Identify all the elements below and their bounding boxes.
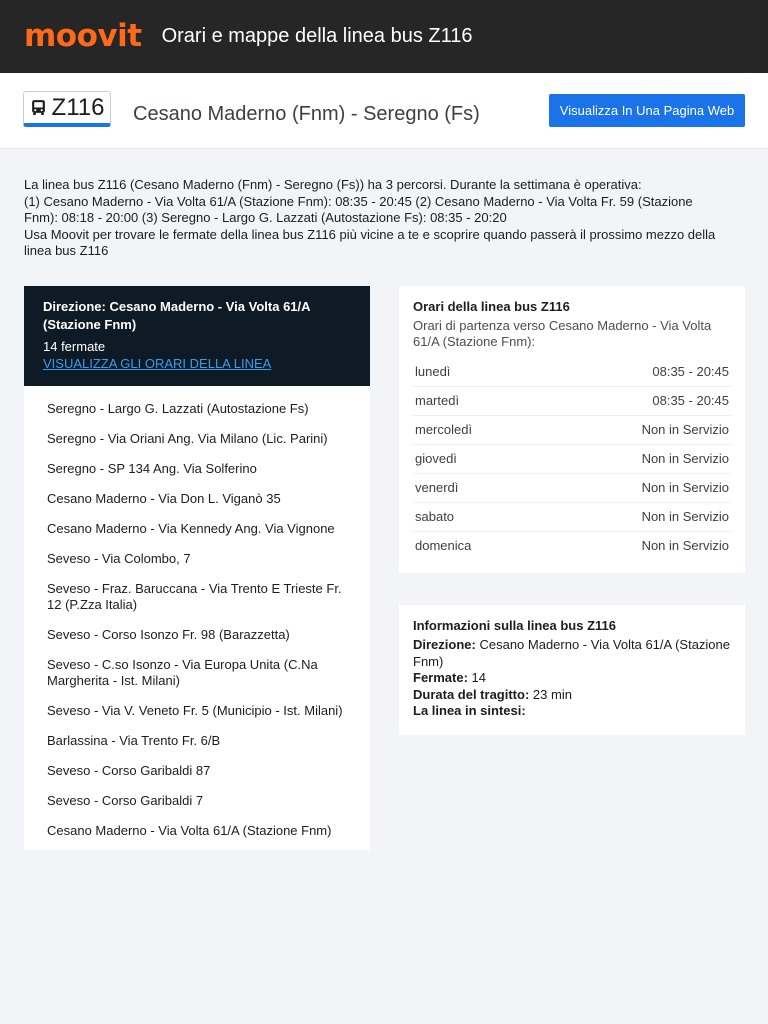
bus-icon bbox=[30, 99, 47, 116]
schedule-day: giovedì bbox=[415, 451, 457, 466]
info-duration-label: Durata del tragitto: bbox=[413, 686, 530, 702]
line-code: Z116 bbox=[51, 93, 105, 121]
stop-item[interactable]: Seveso - Corso Garibaldi 87 bbox=[47, 763, 211, 778]
stop-item[interactable]: Seregno - SP 134 Ang. Via Solferino bbox=[47, 461, 257, 476]
direction-title: Direzione: Cesano Maderno - Via Volta 61/A (Stazione Fnm) bbox=[43, 299, 311, 332]
stop-list bbox=[24, 386, 370, 850]
stop-item[interactable]: Barlassina - Via Trento Fr. 6/B bbox=[47, 733, 221, 748]
route-name: Cesano Maderno (Fnm) - Seregno (Fs) bbox=[133, 103, 480, 125]
info-summary bbox=[413, 703, 731, 720]
schedule-row bbox=[413, 474, 731, 503]
schedule-day: lunedì bbox=[415, 364, 451, 379]
stop-item[interactable]: Seveso - Via Colombo, 7 bbox=[47, 551, 191, 566]
schedule-hours: Non in Servizio bbox=[641, 538, 729, 553]
stop-item[interactable]: Seregno - Largo G. Lazzati (Autostazione Fs) bbox=[47, 401, 309, 416]
info-duration-value: 23 min bbox=[532, 686, 572, 702]
schedule-hours: Non in Servizio bbox=[641, 509, 729, 524]
line-badge bbox=[23, 91, 111, 127]
info-card bbox=[399, 605, 745, 735]
intro-text bbox=[24, 177, 740, 260]
stop-item[interactable]: Seveso - Via V. Veneto Fr. 5 (Municipio - Ist. Milani) bbox=[47, 703, 343, 718]
stop-item[interactable]: Cesano Maderno - Via Kennedy Ang. Via Vignone bbox=[47, 521, 335, 536]
web-page-button[interactable]: Visualizza In Una Pagina Web bbox=[549, 94, 745, 127]
schedule-row bbox=[413, 416, 731, 445]
schedule-row bbox=[413, 503, 731, 532]
stop-item[interactable]: Seveso - Fraz. Baruccana - Via Trento E Trieste Fr. 12 (P.Zza Italia) bbox=[47, 581, 342, 612]
stop-item[interactable]: Seveso - Corso Garibaldi 7 bbox=[47, 793, 204, 808]
schedule-hours: Non in Servizio bbox=[641, 480, 729, 495]
info-direction bbox=[413, 637, 731, 670]
schedule-row bbox=[413, 532, 731, 560]
schedule-hours: 08:35 - 20:45 bbox=[652, 393, 729, 408]
schedule-row bbox=[413, 387, 731, 416]
line-header bbox=[0, 73, 768, 149]
info-stops-label: Fermate: bbox=[413, 670, 468, 685]
schedule-day: sabato bbox=[415, 509, 455, 524]
intro-line: (1) Cesano Maderno - Via Volta 61/A (Stazione Fnm): 08:35 - 20:45 (2) Cesano Maderno - Via Volta Fr. 59 (Stazione bbox=[24, 193, 693, 209]
info-duration bbox=[413, 687, 731, 704]
schedule-card bbox=[399, 286, 745, 573]
intro-line: La linea bus Z116 (Cesano Maderno (Fnm) - Seregno (Fs)) ha 3 percorsi. Durante la settimana è operativa: bbox=[24, 177, 642, 192]
info-stops bbox=[413, 670, 731, 687]
schedule-hours: Non in Servizio bbox=[641, 451, 729, 466]
moovit-logo[interactable]: moovit bbox=[24, 18, 142, 54]
schedule-row bbox=[413, 358, 731, 387]
info-stops-value: 14 bbox=[471, 670, 487, 685]
schedule-day: domenica bbox=[415, 538, 472, 553]
stop-item[interactable]: Seveso - Corso Isonzo Fr. 98 (Barazzetta) bbox=[47, 627, 290, 642]
schedule-table bbox=[413, 358, 731, 560]
top-bar bbox=[0, 0, 768, 73]
intro-paragraph: Usa Moovit per trovare le fermate della linea bus Z116 più vicine a te e scoprire quando passerà il prossimo mezzo della linea bus Z116 bbox=[24, 226, 716, 258]
schedule-hours: 08:35 - 20:45 bbox=[652, 364, 729, 379]
schedule-subtitle: Orari di partenza verso Cesano Maderno - Via Volta 61/A (Stazione Fnm): bbox=[413, 318, 712, 349]
info-direction-label: Direzione: bbox=[413, 637, 476, 652]
info-title: Informazioni sulla linea bus Z116 bbox=[413, 618, 616, 633]
stop-item[interactable]: Cesano Maderno - Via Volta 61/A (Stazione Fnm) bbox=[47, 823, 332, 838]
direction-header bbox=[24, 286, 370, 386]
schedule-hours: Non in Servizio bbox=[641, 422, 729, 437]
schedule-row bbox=[413, 445, 731, 474]
schedule-day: venerdì bbox=[415, 480, 459, 495]
stop-count: 14 fermate bbox=[43, 339, 106, 354]
page-title: Orari e mappe della linea bus Z116 bbox=[161, 25, 473, 47]
schedule-title: Orari della linea bus Z116 bbox=[413, 299, 570, 314]
stop-item[interactable]: Cesano Maderno - Via Don L. Viganò 35 bbox=[47, 491, 281, 506]
stop-item[interactable]: Seveso - C.so Isonzo - Via Europa Unita (C.Na Margherita - Ist. Milani) bbox=[47, 657, 318, 688]
view-schedule-link[interactable]: VISUALIZZA GLI ORARI DELLA LINEA bbox=[43, 356, 272, 371]
schedule-day: mercoledì bbox=[415, 422, 473, 437]
stop-item[interactable]: Seregno - Via Oriani Ang. Via Milano (Lic. Parini) bbox=[47, 431, 328, 446]
direction-panel bbox=[24, 286, 370, 850]
info-direction-value: Cesano Maderno - Via Volta 61/A (Stazione Fnm) bbox=[413, 637, 730, 669]
intro-line: Fnm): 08:18 - 20:00 (3) Seregno - Largo G. Lazzati (Autostazione Fs): 08:35 - 20:20 bbox=[24, 210, 507, 225]
info-summary-label: La linea in sintesi: bbox=[413, 703, 526, 718]
schedule-day: martedì bbox=[415, 393, 460, 408]
